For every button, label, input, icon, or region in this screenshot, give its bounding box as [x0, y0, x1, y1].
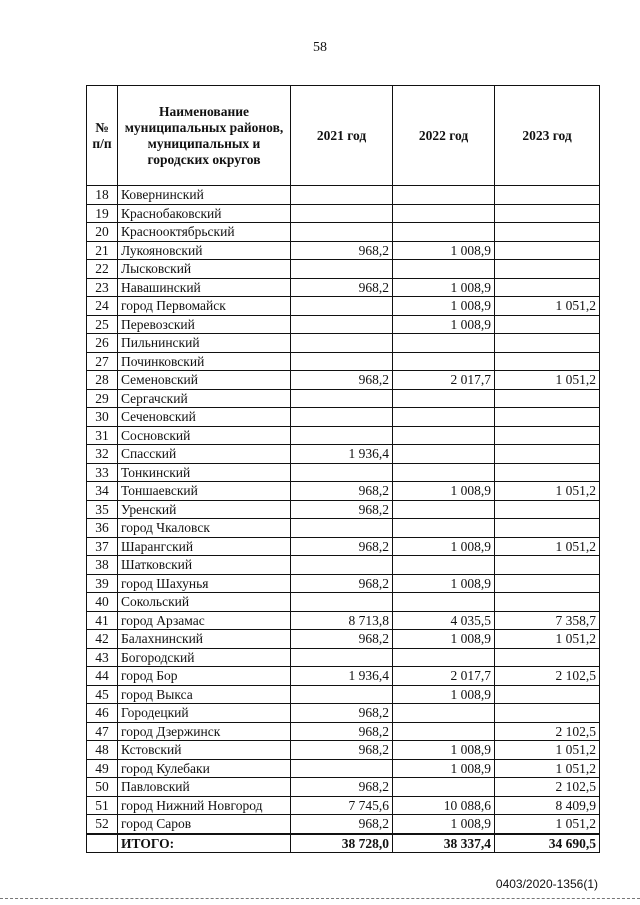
row-number: 44 — [87, 667, 118, 686]
table-row — [87, 352, 600, 371]
row-name: город Выкса — [118, 685, 291, 704]
table-row — [87, 519, 600, 538]
row-number: 29 — [87, 389, 118, 408]
row-number: 21 — [87, 241, 118, 260]
header-2021: 2021 год — [291, 86, 393, 186]
row-2021 — [291, 389, 393, 408]
row-2022 — [393, 186, 495, 205]
row-2021: 968,2 — [291, 722, 393, 741]
row-2021: 968,2 — [291, 371, 393, 390]
row-2021 — [291, 352, 393, 371]
row-2023 — [495, 593, 600, 612]
table-row — [87, 186, 600, 205]
row-2021: 968,2 — [291, 574, 393, 593]
row-2021 — [291, 519, 393, 538]
row-2021: 968,2 — [291, 778, 393, 797]
row-number: 42 — [87, 630, 118, 649]
row-2023: 1 051,2 — [495, 297, 600, 316]
row-2023: 1 051,2 — [495, 630, 600, 649]
row-2023 — [495, 519, 600, 538]
row-2023 — [495, 426, 600, 445]
row-2021 — [291, 260, 393, 279]
row-2022: 1 008,9 — [393, 241, 495, 260]
row-name: Уренский — [118, 500, 291, 519]
row-2022 — [393, 648, 495, 667]
row-2022: 10 088,6 — [393, 796, 495, 815]
row-2023: 1 051,2 — [495, 741, 600, 760]
row-2022 — [393, 463, 495, 482]
row-2023: 2 102,5 — [495, 778, 600, 797]
row-2022 — [393, 500, 495, 519]
row-name: Лысковский — [118, 260, 291, 279]
row-2022: 2 017,7 — [393, 371, 495, 390]
row-name: Пильнинский — [118, 334, 291, 353]
row-2021 — [291, 297, 393, 316]
row-name: Шарангский — [118, 537, 291, 556]
row-2023 — [495, 241, 600, 260]
row-2023 — [495, 648, 600, 667]
row-2023 — [495, 223, 600, 242]
row-2023 — [495, 389, 600, 408]
row-2022 — [393, 704, 495, 723]
row-number: 52 — [87, 815, 118, 834]
row-2023 — [495, 352, 600, 371]
row-2023: 1 051,2 — [495, 482, 600, 501]
row-number: 49 — [87, 759, 118, 778]
row-name: Сергачский — [118, 389, 291, 408]
row-name: Тоншаевский — [118, 482, 291, 501]
row-number: 32 — [87, 445, 118, 464]
row-name: Лукояновский — [118, 241, 291, 260]
row-name: Перевозский — [118, 315, 291, 334]
row-2022 — [393, 260, 495, 279]
table-header-row — [87, 86, 600, 186]
row-2023 — [495, 704, 600, 723]
row-2022 — [393, 445, 495, 464]
row-number: 23 — [87, 278, 118, 297]
table-row — [87, 426, 600, 445]
row-name: Навашинский — [118, 278, 291, 297]
row-2023: 1 051,2 — [495, 537, 600, 556]
row-2023 — [495, 204, 600, 223]
row-2022 — [393, 593, 495, 612]
row-2023 — [495, 260, 600, 279]
row-2022: 1 008,9 — [393, 815, 495, 834]
row-2022: 1 008,9 — [393, 741, 495, 760]
row-2021 — [291, 648, 393, 667]
row-name: город Кулебаки — [118, 759, 291, 778]
row-2021: 8 713,8 — [291, 611, 393, 630]
row-2021 — [291, 593, 393, 612]
row-2023: 8 409,9 — [495, 796, 600, 815]
row-2021 — [291, 408, 393, 427]
table-row — [87, 796, 600, 815]
row-number: 30 — [87, 408, 118, 427]
header-2022: 2022 год — [393, 86, 495, 186]
row-2022: 1 008,9 — [393, 537, 495, 556]
row-2022: 1 008,9 — [393, 482, 495, 501]
row-2022 — [393, 204, 495, 223]
row-number: 24 — [87, 297, 118, 316]
row-name: Городецкий — [118, 704, 291, 723]
row-2023: 7 358,7 — [495, 611, 600, 630]
total-2021: 38 728,0 — [291, 834, 393, 853]
row-number: 35 — [87, 500, 118, 519]
row-number: 22 — [87, 260, 118, 279]
row-name: город Бор — [118, 667, 291, 686]
row-2021: 1 936,4 — [291, 667, 393, 686]
row-2021: 968,2 — [291, 278, 393, 297]
row-2022 — [393, 519, 495, 538]
row-name: город Дзержинск — [118, 722, 291, 741]
row-2022 — [393, 389, 495, 408]
table-row — [87, 722, 600, 741]
row-number: 43 — [87, 648, 118, 667]
row-2021: 968,2 — [291, 537, 393, 556]
row-2021: 7 745,6 — [291, 796, 393, 815]
row-name: Краснобаковский — [118, 204, 291, 223]
table-row — [87, 223, 600, 242]
row-2022: 1 008,9 — [393, 759, 495, 778]
row-name: город Саров — [118, 815, 291, 834]
row-2022: 2 017,7 — [393, 667, 495, 686]
table-row — [87, 500, 600, 519]
table-row — [87, 297, 600, 316]
row-2023: 2 102,5 — [495, 722, 600, 741]
row-number: 27 — [87, 352, 118, 371]
row-name: Сокольский — [118, 593, 291, 612]
table-row — [87, 278, 600, 297]
row-number: 47 — [87, 722, 118, 741]
row-2021 — [291, 759, 393, 778]
footer-divider — [0, 898, 640, 899]
row-name: Павловский — [118, 778, 291, 797]
table-row — [87, 241, 600, 260]
row-2021: 968,2 — [291, 482, 393, 501]
row-2023 — [495, 500, 600, 519]
header-num: № п/п — [87, 86, 118, 186]
row-2022 — [393, 408, 495, 427]
table-row — [87, 704, 600, 723]
page-number: 58 — [313, 40, 327, 55]
table-row — [87, 260, 600, 279]
total-num-cell — [87, 834, 118, 853]
row-number: 41 — [87, 611, 118, 630]
row-name: город Нижний Новгород — [118, 796, 291, 815]
row-2023 — [495, 685, 600, 704]
row-name: Ковернинский — [118, 186, 291, 205]
row-number: 51 — [87, 796, 118, 815]
row-2022 — [393, 334, 495, 353]
row-name: город Арзамас — [118, 611, 291, 630]
table-row — [87, 630, 600, 649]
row-2023 — [495, 278, 600, 297]
row-2022: 1 008,9 — [393, 278, 495, 297]
row-2022 — [393, 426, 495, 445]
row-2022: 1 008,9 — [393, 685, 495, 704]
row-name: Тонкинский — [118, 463, 291, 482]
row-name: Спасский — [118, 445, 291, 464]
row-name: город Первомайск — [118, 297, 291, 316]
table-row — [87, 445, 600, 464]
row-2023 — [495, 445, 600, 464]
row-number: 50 — [87, 778, 118, 797]
row-number: 33 — [87, 463, 118, 482]
total-2023: 34 690,5 — [495, 834, 600, 853]
row-2023: 2 102,5 — [495, 667, 600, 686]
table-row — [87, 556, 600, 575]
row-2021: 1 936,4 — [291, 445, 393, 464]
row-number: 37 — [87, 537, 118, 556]
row-2023 — [495, 186, 600, 205]
total-label: ИТОГО: — [118, 834, 291, 853]
row-2023: 1 051,2 — [495, 759, 600, 778]
header-2023: 2023 год — [495, 86, 600, 186]
header-name: Наименование муниципальных районов, муниципальных и городских округов — [118, 86, 291, 186]
row-number: 31 — [87, 426, 118, 445]
table-row — [87, 593, 600, 612]
row-2023 — [495, 315, 600, 334]
row-2021 — [291, 334, 393, 353]
row-2021 — [291, 426, 393, 445]
table-row — [87, 371, 600, 390]
table-row — [87, 611, 600, 630]
row-number: 48 — [87, 741, 118, 760]
row-2023 — [495, 574, 600, 593]
total-2022: 38 337,4 — [393, 834, 495, 853]
row-number: 26 — [87, 334, 118, 353]
row-2021: 968,2 — [291, 241, 393, 260]
row-name: Кстовский — [118, 741, 291, 760]
row-2021: 968,2 — [291, 815, 393, 834]
row-2021: 968,2 — [291, 704, 393, 723]
table-row — [87, 537, 600, 556]
row-2022 — [393, 223, 495, 242]
row-number: 40 — [87, 593, 118, 612]
row-2022: 4 035,5 — [393, 611, 495, 630]
row-2021 — [291, 315, 393, 334]
row-2022 — [393, 352, 495, 371]
row-number: 34 — [87, 482, 118, 501]
row-2021 — [291, 223, 393, 242]
row-2023 — [495, 408, 600, 427]
row-name: Сосновский — [118, 426, 291, 445]
row-2021: 968,2 — [291, 500, 393, 519]
table-row — [87, 315, 600, 334]
row-2021 — [291, 556, 393, 575]
table-row — [87, 778, 600, 797]
table-row — [87, 482, 600, 501]
row-2023: 1 051,2 — [495, 815, 600, 834]
table-row — [87, 408, 600, 427]
row-2022: 1 008,9 — [393, 630, 495, 649]
row-2023 — [495, 463, 600, 482]
row-number: 46 — [87, 704, 118, 723]
row-number: 36 — [87, 519, 118, 538]
table-row — [87, 759, 600, 778]
row-2023 — [495, 556, 600, 575]
table-row — [87, 815, 600, 834]
row-2023: 1 051,2 — [495, 371, 600, 390]
row-2021 — [291, 685, 393, 704]
row-2022: 1 008,9 — [393, 297, 495, 316]
row-2022 — [393, 556, 495, 575]
row-2022: 1 008,9 — [393, 315, 495, 334]
row-name: Краснооктябрьский — [118, 223, 291, 242]
row-number: 19 — [87, 204, 118, 223]
row-name: город Чкаловск — [118, 519, 291, 538]
row-number: 18 — [87, 186, 118, 205]
row-number: 25 — [87, 315, 118, 334]
table-row — [87, 685, 600, 704]
row-2021 — [291, 186, 393, 205]
table-row — [87, 463, 600, 482]
row-2021 — [291, 204, 393, 223]
row-2021: 968,2 — [291, 741, 393, 760]
row-number: 28 — [87, 371, 118, 390]
table-row — [87, 334, 600, 353]
row-number: 45 — [87, 685, 118, 704]
row-2022: 1 008,9 — [393, 574, 495, 593]
row-number: 38 — [87, 556, 118, 575]
row-name: Балахнинский — [118, 630, 291, 649]
row-2021 — [291, 463, 393, 482]
table-row — [87, 574, 600, 593]
table-row — [87, 389, 600, 408]
table-row — [87, 667, 600, 686]
row-name: Сеченовский — [118, 408, 291, 427]
document-code: 0403/2020-1356(1) — [495, 877, 598, 891]
row-name: Шатковский — [118, 556, 291, 575]
row-number: 20 — [87, 223, 118, 242]
total-row — [87, 834, 600, 853]
row-name: Богородский — [118, 648, 291, 667]
table-row — [87, 648, 600, 667]
allocation-table — [86, 85, 600, 853]
row-2021: 968,2 — [291, 630, 393, 649]
row-name: Семеновский — [118, 371, 291, 390]
table-row — [87, 204, 600, 223]
row-2023 — [495, 334, 600, 353]
table-row — [87, 741, 600, 760]
row-2022 — [393, 722, 495, 741]
row-number: 39 — [87, 574, 118, 593]
row-name: город Шахунья — [118, 574, 291, 593]
row-name: Починковский — [118, 352, 291, 371]
row-2022 — [393, 778, 495, 797]
